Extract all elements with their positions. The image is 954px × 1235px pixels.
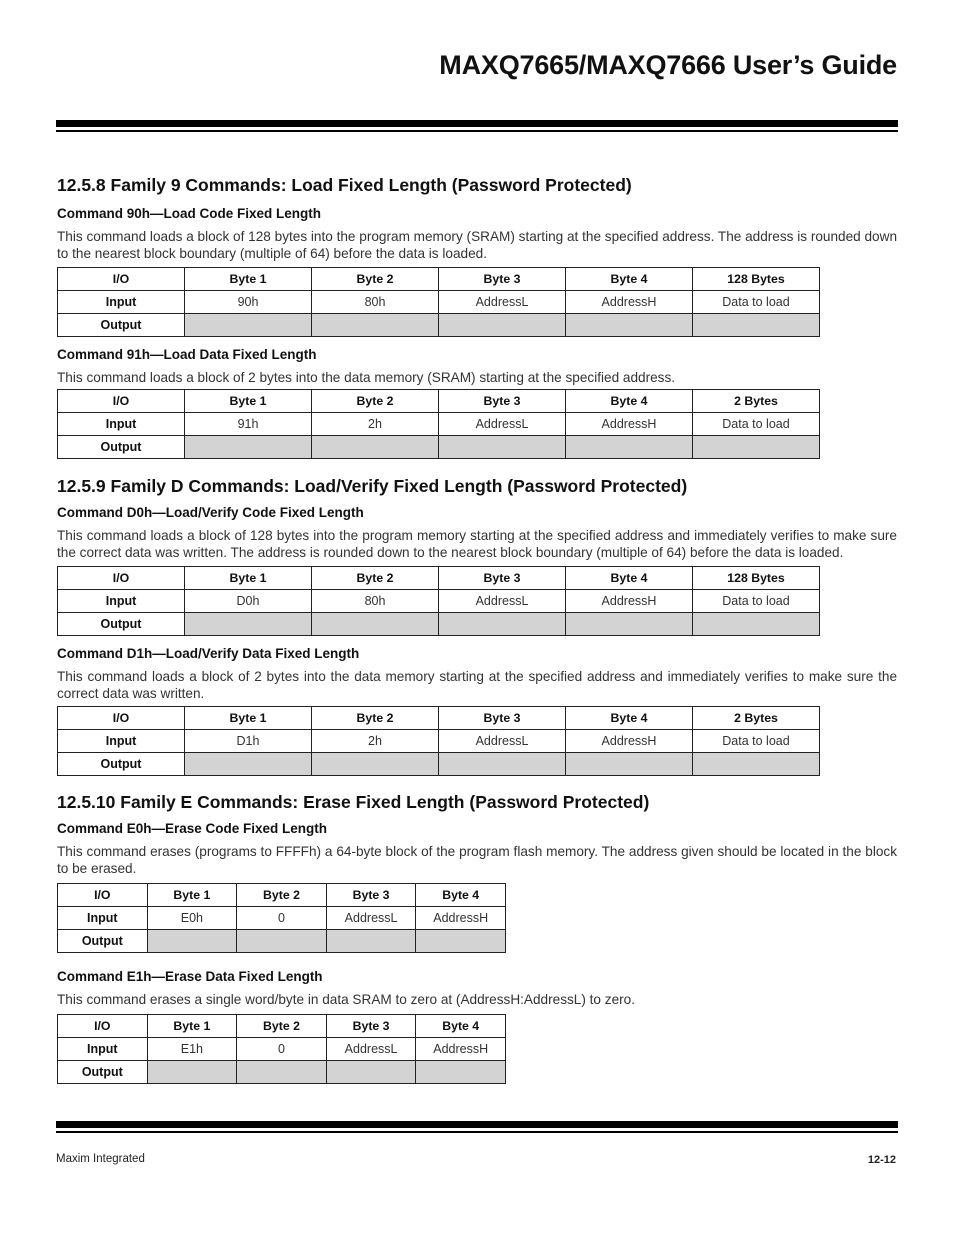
input-byte1: E0h (147, 907, 237, 930)
input-byte1: D0h (185, 590, 312, 613)
command-90h-description: This command loads a block of 128 bytes into the program memory (SRAM) starting at the specified address. The address is rounded down to the nearest block boundary (multiple of 64) before the data is loaded. (57, 229, 897, 261)
input-byte2: 80h (312, 291, 439, 314)
header-byte2: Byte 2 (237, 884, 327, 907)
output-cell-empty (326, 1061, 416, 1084)
command-91h-description: This command loads a block of 2 bytes into the data memory (SRAM) starting at the specified address. (57, 370, 676, 385)
input-byte2: 80h (312, 590, 439, 613)
input-byte3: AddressL (439, 291, 566, 314)
header-byte3: Byte 3 (439, 707, 566, 730)
input-byte3: AddressL (326, 907, 416, 930)
input-byte4: AddressH (416, 1038, 506, 1061)
table-row-input (58, 291, 820, 314)
command-e1h-table (57, 1014, 506, 1084)
table-header-row (58, 268, 820, 291)
input-byte2: 2h (312, 730, 439, 753)
command-d0h-title: Command D0h—Load/Verify Code Fixed Length (57, 505, 364, 520)
row-label-output: Output (58, 436, 185, 459)
output-cell-empty (693, 613, 820, 636)
header-byte1: Byte 1 (185, 268, 312, 291)
header-byte4: Byte 4 (566, 567, 693, 590)
input-byte2: 0 (237, 1038, 327, 1061)
input-data: Data to load (693, 730, 820, 753)
header-byte3: Byte 3 (326, 884, 416, 907)
output-cell-empty (185, 753, 312, 776)
output-cell-empty (566, 436, 693, 459)
input-byte1: D1h (185, 730, 312, 753)
header-byte1: Byte 1 (147, 884, 237, 907)
command-d1h-title: Command D1h—Load/Verify Data Fixed Length (57, 646, 360, 661)
command-90h-table (57, 267, 820, 337)
input-data: Data to load (693, 590, 820, 613)
header-byte4: Byte 4 (416, 1015, 506, 1038)
input-byte4: AddressH (566, 590, 693, 613)
output-cell-empty (312, 436, 439, 459)
table-row-output (58, 753, 820, 776)
table-header-row (58, 567, 820, 590)
input-byte4: AddressH (566, 291, 693, 314)
input-byte1: E1h (147, 1038, 237, 1061)
input-byte3: AddressL (439, 730, 566, 753)
input-data: Data to load (693, 291, 820, 314)
section-heading-12-5-10: 12.5.10 Family E Commands: Erase Fixed Length (Password Protected) (57, 792, 650, 812)
output-cell-empty (185, 314, 312, 337)
header-rule-thick (56, 120, 898, 127)
output-cell-empty (147, 930, 237, 953)
table-row-input (58, 1038, 506, 1061)
header-byte1: Byte 1 (185, 390, 312, 413)
table-header-row (58, 390, 820, 413)
header-byte2: Byte 2 (237, 1015, 327, 1038)
output-cell-empty (566, 314, 693, 337)
header-io: I/O (58, 567, 185, 590)
header-byte2: Byte 2 (312, 390, 439, 413)
header-data: 2 Bytes (693, 707, 820, 730)
row-label-output: Output (58, 314, 185, 337)
input-byte4: AddressH (566, 413, 693, 436)
command-e1h-description: This command erases a single word/byte in data SRAM to zero at (AddressH:AddressL) to zero. (57, 992, 635, 1007)
row-label-input: Input (58, 907, 148, 930)
footer-company: Maxim Integrated (56, 1153, 145, 1165)
header-rule-thin (56, 130, 898, 132)
output-cell-empty (566, 613, 693, 636)
output-cell-empty (693, 436, 820, 459)
command-d0h-table (57, 566, 820, 636)
output-cell-empty (416, 930, 506, 953)
output-cell-empty (312, 314, 439, 337)
command-d0h-description: This command loads a block of 128 bytes into the program memory starting at the specified address and immediately verifies to make sure the correct data was written. The address is rounded down to the nearest block boundary (multiple of 64) before the data is loaded. (57, 528, 897, 560)
footer-rule-thin (56, 1131, 898, 1133)
header-byte3: Byte 3 (439, 390, 566, 413)
command-91h-table (57, 389, 820, 459)
row-label-output: Output (58, 613, 185, 636)
table-header-row (58, 707, 820, 730)
header-io: I/O (58, 707, 185, 730)
command-d1h-description: This command loads a block of 2 bytes into the data memory starting at the specified address and immediately verifies to make sure the correct data was written. (57, 669, 897, 701)
table-row-output (58, 1061, 506, 1084)
table-row-input (58, 907, 506, 930)
footer-rule-thick (56, 1121, 898, 1128)
header-data: 128 Bytes (693, 567, 820, 590)
input-byte4: AddressH (566, 730, 693, 753)
input-byte1: 90h (185, 291, 312, 314)
row-label-input: Input (58, 730, 185, 753)
command-e1h-title: Command E1h—Erase Data Fixed Length (57, 969, 323, 984)
table-row-output (58, 613, 820, 636)
command-91h-title: Command 91h—Load Data Fixed Length (57, 347, 317, 362)
output-cell-empty (312, 753, 439, 776)
output-cell-empty (439, 436, 566, 459)
section-heading-12-5-8: 12.5.8 Family 9 Commands: Load Fixed Length (Password Protected) (57, 175, 632, 195)
output-cell-empty (439, 613, 566, 636)
table-row-input (58, 413, 820, 436)
output-cell-empty (237, 930, 327, 953)
row-label-output: Output (58, 753, 185, 776)
header-byte1: Byte 1 (185, 707, 312, 730)
header-byte1: Byte 1 (147, 1015, 237, 1038)
output-cell-empty (237, 1061, 327, 1084)
table-row-input (58, 590, 820, 613)
input-byte2: 0 (237, 907, 327, 930)
output-cell-empty (416, 1061, 506, 1084)
output-cell-empty (312, 613, 439, 636)
header-io: I/O (58, 884, 148, 907)
header-io: I/O (58, 390, 185, 413)
footer-page-number: 12-12 (867, 1154, 896, 1166)
table-header-row (58, 884, 506, 907)
input-byte1: 91h (185, 413, 312, 436)
section-heading-12-5-9: 12.5.9 Family D Commands: Load/Verify Fixed Length (Password Protected) (57, 476, 688, 496)
header-data: 2 Bytes (693, 390, 820, 413)
output-cell-empty (439, 314, 566, 337)
output-cell-empty (439, 753, 566, 776)
header-byte2: Byte 2 (312, 567, 439, 590)
header-byte3: Byte 3 (326, 1015, 416, 1038)
table-row-output (58, 436, 820, 459)
command-e0h-title: Command E0h—Erase Code Fixed Length (57, 821, 328, 836)
input-byte4: AddressH (416, 907, 506, 930)
output-cell-empty (185, 613, 312, 636)
output-cell-empty (566, 753, 693, 776)
input-byte3: AddressL (439, 413, 566, 436)
input-byte3: AddressL (439, 590, 566, 613)
table-row-input (58, 730, 820, 753)
output-cell-empty (693, 753, 820, 776)
row-label-input: Input (58, 1038, 148, 1061)
row-label-output: Output (58, 1061, 148, 1084)
row-label-input: Input (58, 291, 185, 314)
header-byte4: Byte 4 (566, 268, 693, 291)
header-byte3: Byte 3 (439, 268, 566, 291)
input-data: Data to load (693, 413, 820, 436)
header-io: I/O (58, 268, 185, 291)
header-byte4: Byte 4 (566, 707, 693, 730)
page-title: MAXQ7665/MAXQ7666 User’s Guide (439, 50, 897, 80)
table-row-output (58, 930, 506, 953)
row-label-input: Input (58, 590, 185, 613)
header-byte4: Byte 4 (566, 390, 693, 413)
command-e0h-table (57, 883, 506, 953)
output-cell-empty (185, 436, 312, 459)
output-cell-empty (693, 314, 820, 337)
header-data: 128 Bytes (693, 268, 820, 291)
row-label-input: Input (58, 413, 185, 436)
header-byte3: Byte 3 (439, 567, 566, 590)
command-90h-title: Command 90h—Load Code Fixed Length (57, 206, 322, 221)
table-header-row (58, 1015, 506, 1038)
row-label-output: Output (58, 930, 148, 953)
header-byte4: Byte 4 (416, 884, 506, 907)
header-byte2: Byte 2 (312, 707, 439, 730)
command-e0h-description: This command erases (programs to FFFFh) a 64-byte block of the program flash memory. The address given should be located in the block to be erased. (57, 844, 897, 876)
header-byte1: Byte 1 (185, 567, 312, 590)
input-byte2: 2h (312, 413, 439, 436)
header-io: I/O (58, 1015, 148, 1038)
table-row-output (58, 314, 820, 337)
command-d1h-table (57, 706, 820, 776)
output-cell-empty (326, 930, 416, 953)
input-byte3: AddressL (326, 1038, 416, 1061)
output-cell-empty (147, 1061, 237, 1084)
header-byte2: Byte 2 (312, 268, 439, 291)
